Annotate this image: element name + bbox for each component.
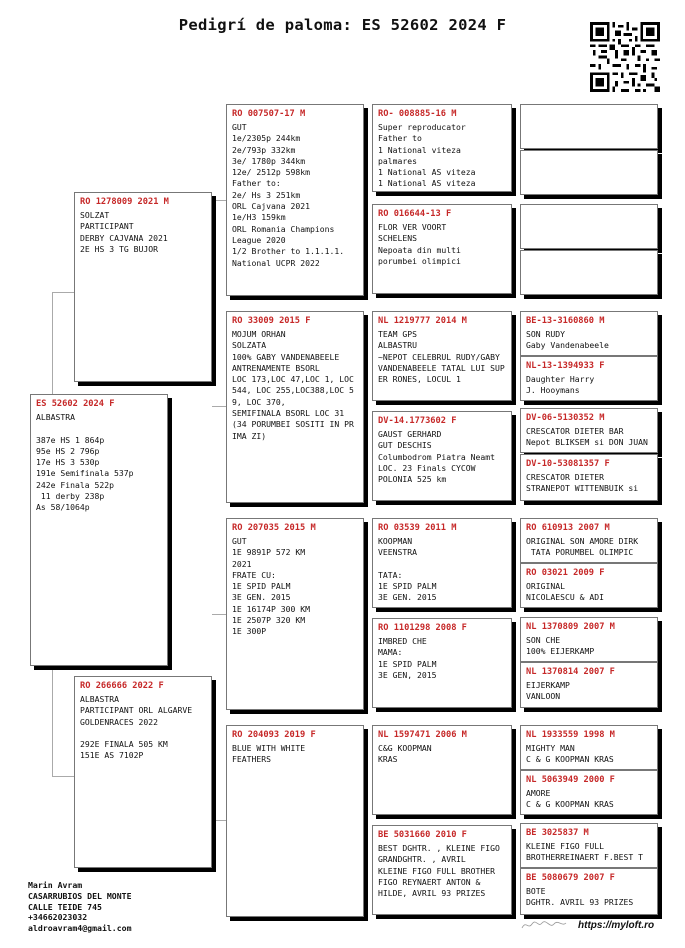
ring-number: RO 016644-13 F — [378, 209, 452, 219]
pedigree-card-sire[interactable] — [74, 192, 212, 382]
pedigree-card-gen5[interactable] — [520, 770, 658, 815]
pigeon-notes: SON CHE 100% EIJERKAMP — [526, 635, 595, 657]
ring-number: RO 1278009 2021 M — [80, 197, 169, 207]
ring-number: BE 5031660 2010 F — [378, 830, 467, 840]
pedigree-card-gen4[interactable] — [372, 825, 512, 915]
pedigree-card-gen4[interactable] — [372, 518, 512, 608]
pigeon-notes: C&G KOOPMAN KRAS — [378, 743, 432, 765]
ring-number: RO 03539 2011 M — [378, 523, 457, 533]
connector-line — [212, 820, 226, 821]
pedigree-card-gen5[interactable] — [520, 563, 658, 608]
ring-number: BE 3025837 M — [526, 828, 589, 838]
ring-number: NL 1370809 2007 M — [526, 622, 615, 632]
pedigree-card-gen4[interactable] — [372, 311, 512, 401]
pigeon-notes — [521, 211, 657, 212]
ring-number: RO 207035 2015 M — [232, 523, 316, 533]
pigeon-notes: CRESCATOR DIETER STRANEPOT WITTENBUIK si — [526, 472, 639, 494]
pedigree-card-gen5[interactable] — [520, 408, 658, 453]
pedigree-card-gen5[interactable] — [520, 518, 658, 563]
connector-line — [212, 200, 226, 201]
pedigree-card-gen4[interactable] — [372, 618, 512, 708]
pigeon-notes: ORIGINAL SON AMORE DIRK TATA PORUMBEL OLIMPIC — [526, 536, 639, 558]
signature-icon — [520, 918, 568, 932]
pigeon-notes: GAUST GERHARD GUT DESCHIS Columbodrom Piatra Neamt LOC. 23 Finals CYCOW POLONIA 525 km — [378, 429, 495, 485]
pigeon-notes: SON RUDY Gaby Vandenabeele — [526, 329, 609, 351]
ring-number: DV-10-53081357 F — [526, 459, 610, 469]
pigeon-notes: KLEINE FIGO FULL BROTHERREINAERT F.BEST T — [526, 841, 643, 863]
ring-number: NL 1219777 2014 M — [378, 316, 467, 326]
ring-number: NL 1370814 2007 F — [526, 667, 615, 677]
pigeon-notes: GUT 1E 9891P 572 KM 2021 FRATE CU: 1E SPID PALM 3E GEN. 2015 1E 16174P 300 KM 1E 2507P 320 KM 1E 300P — [232, 536, 310, 637]
ring-number: NL 5063949 2000 F — [526, 775, 615, 785]
pedigree-card-gen4[interactable] — [372, 411, 512, 501]
pedigree-card-gen5[interactable] — [520, 150, 658, 195]
ring-number: RO 33009 2015 F — [232, 316, 311, 326]
pigeon-notes: GUT 1e/2305p 244km 2e/793p 332km 3e/ 1780p 344km 12e/ 2512p 598km Father to: 2e/ Hs 3 251km ORL Cajvana 2021 1e/H3 159km ORL Romania Champions League 2020 1/2 Brother to 1.1.1.1. National UCPR 2022 — [232, 122, 345, 268]
pedigree-card-subject[interactable] — [30, 394, 168, 666]
pigeon-notes: KOOPMAN VEENSTRA TATA: 1E SPID PALM 3E GEN. 2015 — [378, 536, 437, 603]
ring-number: NL-13-1394933 F — [526, 361, 605, 371]
ring-number: NL 1933559 1998 M — [526, 730, 615, 740]
owner-name: Marin Avram — [28, 880, 83, 890]
pedigree-card-gen5[interactable] — [520, 662, 658, 708]
connector-line — [52, 666, 53, 776]
qr-code-icon — [590, 22, 660, 92]
pedigree-card-gen3[interactable] — [226, 725, 364, 917]
ring-number: RO 007507-17 M — [232, 109, 306, 119]
ring-number: ES 52602 2024 F — [36, 399, 115, 409]
connector-line — [212, 406, 226, 407]
pigeon-notes: SOLZAT PARTICIPANT DERBY CAJVANA 2021 2E HS 3 TG BUJOR — [80, 210, 168, 254]
pigeon-notes: MOJUM ORHAN SOLZATA 100% GABY VANDENABEELE ANTRENAMENTE BSORL LOC 173,LOC 47,LOC 1, LOC 544, LOC 255,LOC388,LOC 59, LOC 370, SEMIFINALA BSORL LOC 31 (34 PORUMBEI SOSITI IN PRIMA ZI) — [232, 329, 354, 441]
pedigree-card-dam[interactable] — [74, 676, 212, 868]
ring-number: RO 266666 2022 F — [80, 681, 164, 691]
ring-number: DV-14.1773602 F — [378, 416, 457, 426]
owner-phone: +34662023032 — [28, 912, 88, 923]
pedigree-card-gen5[interactable] — [520, 204, 658, 249]
pedigree-card-gen5[interactable] — [520, 104, 658, 149]
pigeon-notes: AMORE C & G KOOPMAN KRAS — [526, 788, 614, 810]
pedigree-card-gen5[interactable] — [520, 250, 658, 295]
pedigree-card-gen4[interactable] — [372, 204, 512, 294]
ring-number: RO- 008885-16 M — [378, 109, 457, 119]
pigeon-notes: EIJERKAMP VANLOON — [526, 680, 570, 702]
pedigree-card-gen5[interactable] — [520, 823, 658, 868]
pigeon-notes: FLOR VER VOORT SCHELENS Nepoata din multi porumbei olimpici — [378, 222, 461, 266]
page-title: Pedigrí de paloma: ES 52602 2024 F — [178, 16, 507, 34]
connector-line — [52, 292, 53, 394]
pigeon-notes — [521, 257, 657, 258]
pigeon-notes: Daughter Harry J. Hooymans — [526, 374, 595, 396]
pigeon-notes: IMBRED CHE MAMA: 1E SPID PALM 3E GEN, 2015 — [378, 636, 437, 680]
pedigree-card-gen3[interactable] — [226, 518, 364, 710]
owner-email[interactable]: aldroavram4@gmail.com — [28, 923, 132, 934]
pigeon-notes: Super reproducator Father to 1 National viteza palmares 1 National AS viteza 1 National AS viteza — [378, 122, 476, 189]
pedigree-card-gen5[interactable] — [520, 311, 658, 356]
owner-address-line1: CASARRUBIOS DEL MONTE — [28, 890, 132, 901]
pigeon-notes: ALBASTRA 387e HS 1 864p 95e HS 2 796p 17e HS 3 530p 191e Semifinala 537p 242e Finala 522p 11 derby 238p As 58/1064p — [36, 412, 134, 513]
pedigree-card-gen5[interactable] — [520, 356, 658, 401]
ring-number: RO 1101298 2008 F — [378, 623, 467, 633]
pigeon-notes: ORIGINAL NICOLAESCU & ADI — [526, 581, 604, 603]
ring-number: NL 1597471 2006 M — [378, 730, 467, 740]
connector-line — [212, 614, 226, 615]
ring-number: BE-13-3160860 M — [526, 316, 605, 326]
ring-number: RO 204093 2019 F — [232, 730, 316, 740]
pigeon-notes — [521, 157, 657, 158]
pigeon-notes: BOTE DGHTR. AVRIL 93 PRIZES — [526, 886, 634, 908]
pedigree-card-gen3[interactable] — [226, 311, 364, 503]
pedigree-card-gen5[interactable] — [520, 454, 658, 501]
pigeon-notes: MIGHTY MAN C & G KOOPMAN KRAS — [526, 743, 614, 765]
pedigree-card-gen3[interactable] — [226, 104, 364, 296]
pedigree-card-gen4[interactable] — [372, 104, 512, 192]
ring-number: BE 5080679 2007 F — [526, 873, 615, 883]
connector-line — [52, 776, 74, 777]
ring-number: DV-06-5130352 M — [526, 413, 605, 423]
pigeon-notes: BLUE WITH WHITE FEATHERS — [232, 743, 306, 765]
pedigree-card-gen5[interactable] — [520, 725, 658, 770]
pedigree-card-gen5[interactable] — [520, 868, 658, 915]
owner-info — [28, 880, 132, 934]
connector-line — [52, 292, 74, 293]
pedigree-card-gen5[interactable] — [520, 617, 658, 662]
pigeon-notes: CRESCATOR DIETER BAR Nepot BLIKSEM si DON JUAN — [526, 426, 648, 448]
ring-number: RO 610913 2007 M — [526, 523, 610, 533]
owner-address-line2: CALLE TEIDE 745 — [28, 901, 102, 912]
pigeon-notes: ALBASTRA PARTICIPANT ORL ALGARVE GOLDENRACES 2022 292E FINALA 505 KM 151E AS 7102P — [80, 694, 193, 761]
pigeon-notes: TEAM GPS ALBASTRU ~NEPOT CELEBRUL RUDY/GABY VANDENABEELE TATAL LUI SUPER RONES, LOCUL 1 — [378, 329, 505, 385]
footer-link[interactable]: https://myloft.ro — [578, 920, 655, 931]
pigeon-notes: BEST DGHTR. , KLEINE FIGO GRANDGHTR. , AVRIL KLEINE FIGO FULL BROTHER FIGO REYNAERT ANTON & HILDE, AVRIL 93 PRIZES — [378, 843, 500, 899]
pedigree-card-gen4[interactable] — [372, 725, 512, 815]
pigeon-notes — [521, 111, 657, 112]
ring-number: RO 03021 2009 F — [526, 568, 605, 578]
